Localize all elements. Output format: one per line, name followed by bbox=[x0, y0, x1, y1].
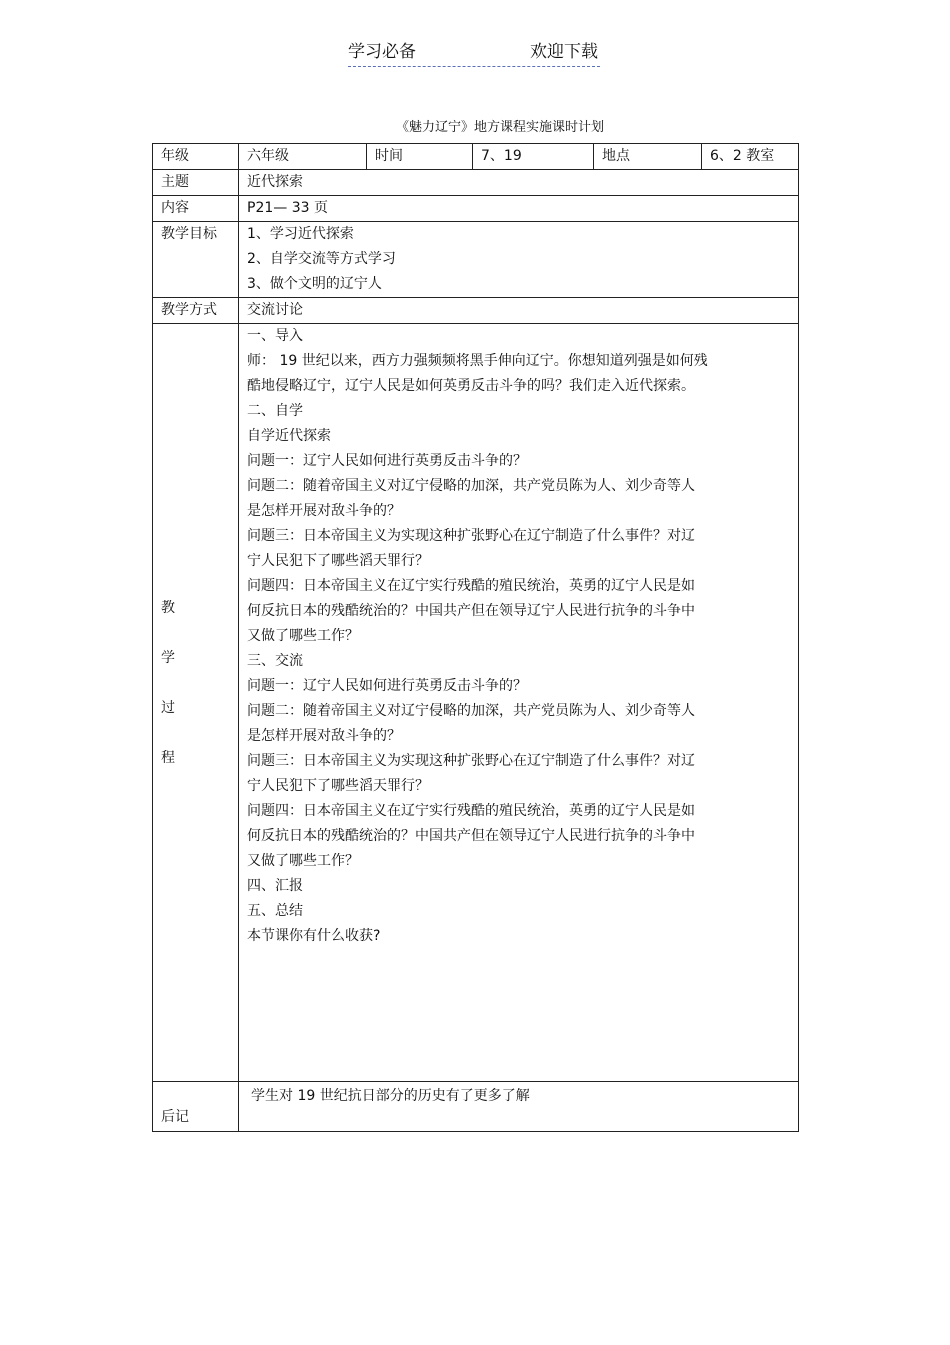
process-line: 问题四：日本帝国主义在辽宁实行残酷的殖民统治，英勇的辽宁人民是如 bbox=[247, 578, 695, 594]
process-line: 五、总结 bbox=[247, 903, 303, 919]
page-header bbox=[348, 40, 600, 67]
process-line: 问题一：辽宁人民如何进行英勇反击斗争的？ bbox=[247, 453, 527, 469]
time-label: 时间 bbox=[367, 144, 473, 170]
afterword-label: 后记 bbox=[153, 1082, 239, 1132]
process-label-char: 程 bbox=[161, 750, 175, 766]
process-line: 又做了哪些工作？ bbox=[247, 628, 359, 644]
time-value: 7、19 bbox=[473, 144, 594, 170]
process-line: 是怎样开展对敌斗争的？ bbox=[247, 728, 401, 744]
process-line: 宁人民犯下了哪些滔天罪行？ bbox=[247, 778, 429, 794]
table-row bbox=[153, 170, 799, 196]
lesson-plan-table bbox=[152, 143, 799, 1132]
table-row bbox=[153, 1082, 799, 1132]
method-value: 交流讨论 bbox=[239, 298, 799, 324]
table-row bbox=[153, 196, 799, 222]
goal-item: 3、做个文明的辽宁人 bbox=[247, 276, 382, 292]
table-row bbox=[153, 144, 799, 170]
goal-item: 2、自学交流等方式学习 bbox=[247, 251, 396, 267]
method-label: 教学方式 bbox=[153, 298, 239, 324]
process-line: 本节课你有什么收获? bbox=[247, 928, 381, 944]
grade-label: 年级 bbox=[153, 144, 239, 170]
content-value: P21— 33 页 bbox=[239, 196, 799, 222]
table-row bbox=[153, 298, 799, 324]
header-right-text: 欢迎下载 bbox=[530, 42, 598, 62]
process-line: 师： 19 世纪以来，西方力强频频将黑手伸向辽宁。你想知道列强是如何残 bbox=[247, 353, 708, 369]
process-line: 自学近代探索 bbox=[247, 428, 331, 444]
place-label: 地点 bbox=[594, 144, 702, 170]
process-line: 三、交流 bbox=[247, 653, 303, 669]
process-line: 何反抗日本的残酷统治的？中国共产但在领导辽宁人民进行抗争的斗争中 bbox=[247, 828, 695, 844]
process-line: 四、汇报 bbox=[247, 878, 303, 894]
table-row bbox=[153, 324, 799, 1082]
process-content bbox=[239, 324, 799, 1082]
process-label-char: 教 bbox=[161, 600, 175, 616]
goals-list bbox=[239, 222, 799, 298]
process-line: 何反抗日本的残酷统治的？中国共产但在领导辽宁人民进行抗争的斗争中 bbox=[247, 603, 695, 619]
place-value: 6、2 教室 bbox=[702, 144, 799, 170]
process-line: 问题三：日本帝国主义为实现这种扩张野心在辽宁制造了什么事件？对辽 bbox=[247, 753, 695, 769]
process-line: 问题一：辽宁人民如何进行英勇反击斗争的？ bbox=[247, 678, 527, 694]
process-line: 酷地侵略辽宁，辽宁人民是如何英勇反击斗争的吗？我们走入近代探索。 bbox=[247, 378, 695, 394]
table-row bbox=[153, 222, 799, 298]
process-label-char: 学 bbox=[161, 650, 175, 666]
process-line: 宁人民犯下了哪些滔天罪行？ bbox=[247, 553, 429, 569]
process-line: 问题二：随着帝国主义对辽宁侵略的加深，共产党员陈为人、刘少奇等人 bbox=[247, 478, 695, 494]
goal-item: 1、学习近代探索 bbox=[247, 226, 354, 242]
process-line: 二、自学 bbox=[247, 403, 303, 419]
process-line: 问题四：日本帝国主义在辽宁实行残酷的殖民统治，英勇的辽宁人民是如 bbox=[247, 803, 695, 819]
header-left-text: 学习必备 bbox=[348, 42, 416, 62]
topic-value: 近代探索 bbox=[239, 170, 799, 196]
process-line: 一、导入 bbox=[247, 328, 303, 344]
document-title: 《魅力辽宁》地方课程实施课时计划 bbox=[396, 120, 605, 135]
process-line: 问题三：日本帝国主义为实现这种扩张野心在辽宁制造了什么事件？对辽 bbox=[247, 528, 695, 544]
process-label bbox=[153, 324, 239, 1082]
process-line: 又做了哪些工作？ bbox=[247, 853, 359, 869]
content-label: 内容 bbox=[153, 196, 239, 222]
afterword-value: 学生对 19 世纪抗日部分的历史有了更多了解 bbox=[239, 1082, 799, 1132]
process-line: 是怎样开展对敌斗争的？ bbox=[247, 503, 401, 519]
process-line: 问题二：随着帝国主义对辽宁侵略的加深，共产党员陈为人、刘少奇等人 bbox=[247, 703, 695, 719]
goals-label: 教学目标 bbox=[153, 222, 239, 298]
grade-value: 六年级 bbox=[239, 144, 367, 170]
process-label-char: 过 bbox=[161, 700, 175, 716]
topic-label: 主题 bbox=[153, 170, 239, 196]
